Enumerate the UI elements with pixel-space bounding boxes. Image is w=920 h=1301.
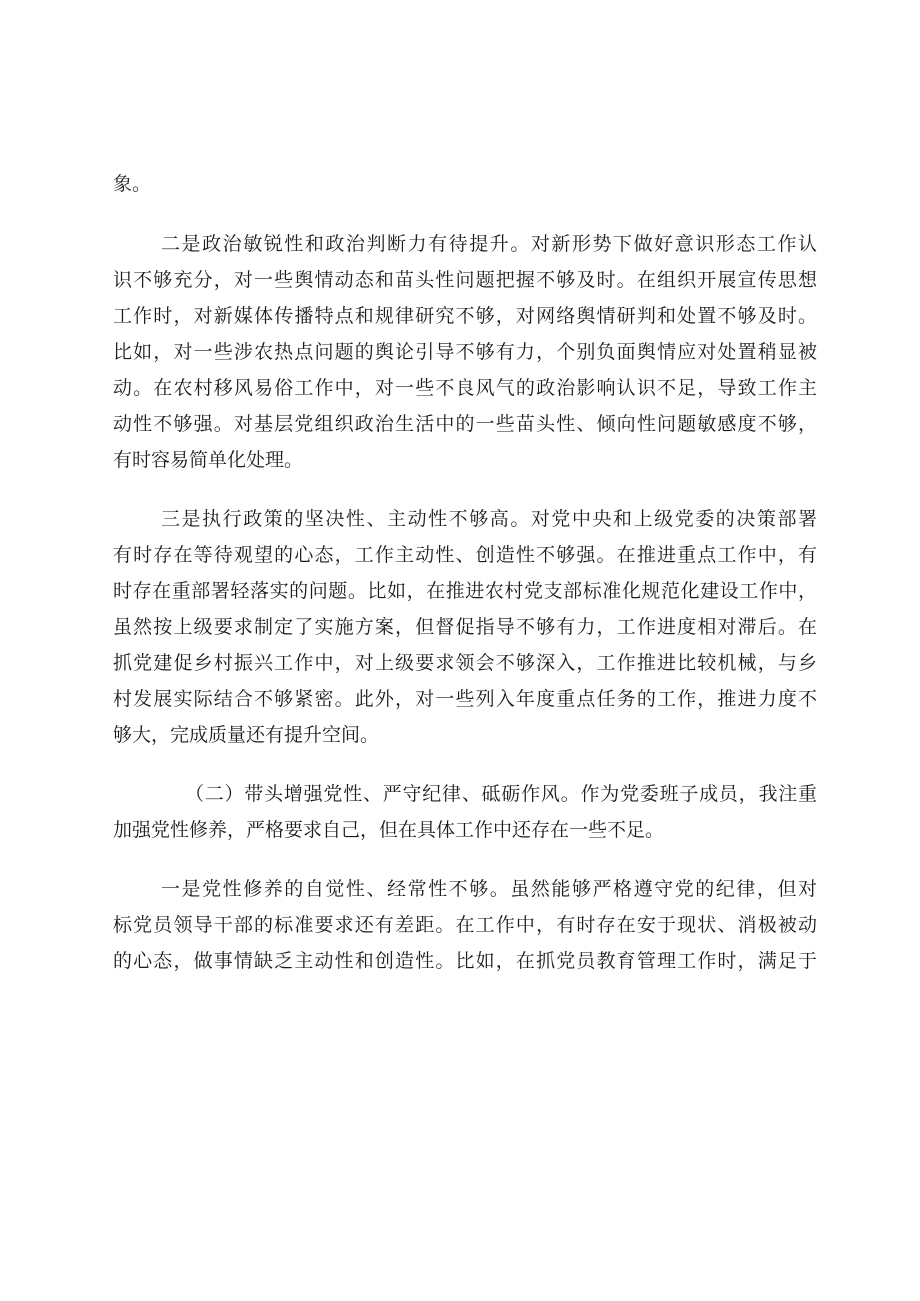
text-line: 的心态，做事情缺乏主动性和创造性。比如，在抓党员教育管理工作时，满足于 bbox=[113, 950, 817, 972]
text-line: 识不够充分，对一些舆情动态和苗头性问题把握不够及时。在组织开展宣传思想 bbox=[113, 269, 817, 291]
text-line: 二是政治敏锐性和政治判断力有待提升。对新形势下做好意识形态工作认 bbox=[161, 233, 817, 255]
text-line: 动。在农村移风易俗工作中，对一些不良风气的政治影响认识不足，导致工作主 bbox=[113, 377, 817, 399]
text-line: 加强党性修养，严格要求自己，但在具体工作中还存在一些不足。 bbox=[113, 819, 665, 841]
text-line: 够大，完成质量还有提升空间。 bbox=[113, 724, 380, 746]
text-line: 时存在重部署轻落实的问题。比如，在推进农村党支部标准化规范化建设工作中， bbox=[113, 580, 817, 602]
text-line: 虽然按上级要求制定了实施方案，但督促指导不够有力，工作进度相对滞后。在 bbox=[113, 616, 817, 638]
text-line: 标党员领导干部的标准要求还有差距。在工作中，有时存在安于现状、消极被动 bbox=[113, 914, 817, 936]
text-line: 村发展实际结合不够紧密。此外，对一些列入年度重点任务的工作，推进力度不 bbox=[113, 688, 817, 710]
text-line: 有时容易简单化处理。 bbox=[113, 449, 304, 471]
text-line: 抓党建促乡村振兴工作中，对上级要求领会不够深入，工作推进比较机械，与乡 bbox=[113, 652, 817, 674]
text-line: 比如，对一些涉农热点问题的舆论引导不够有力，个别负面舆情应对处置稍显被 bbox=[113, 341, 817, 363]
text-line: 象。 bbox=[113, 173, 152, 195]
text-line: 动性不够强。对基层党组织政治生活中的一些苗头性、倾向性问题敏感度不够， bbox=[113, 413, 817, 435]
text-line: 工作时，对新媒体传播特点和规律研究不够，对网络舆情研判和处置不够及时。 bbox=[113, 305, 817, 327]
text-line: 有时存在等待观望的心态，工作主动性、创造性不够强。在推进重点工作中，有 bbox=[113, 544, 817, 566]
text-line: 三是执行政策的坚决性、主动性不够高。对党中央和上级党委的决策部署 bbox=[161, 508, 817, 530]
section-heading-line: （二）带头增强党性、严守纪律、砥砺作风。作为党委班子成员，我注重 bbox=[185, 783, 817, 805]
text-line: 一是党性修养的自觉性、经常性不够。虽然能够严格遵守党的纪律，但对 bbox=[161, 878, 817, 900]
